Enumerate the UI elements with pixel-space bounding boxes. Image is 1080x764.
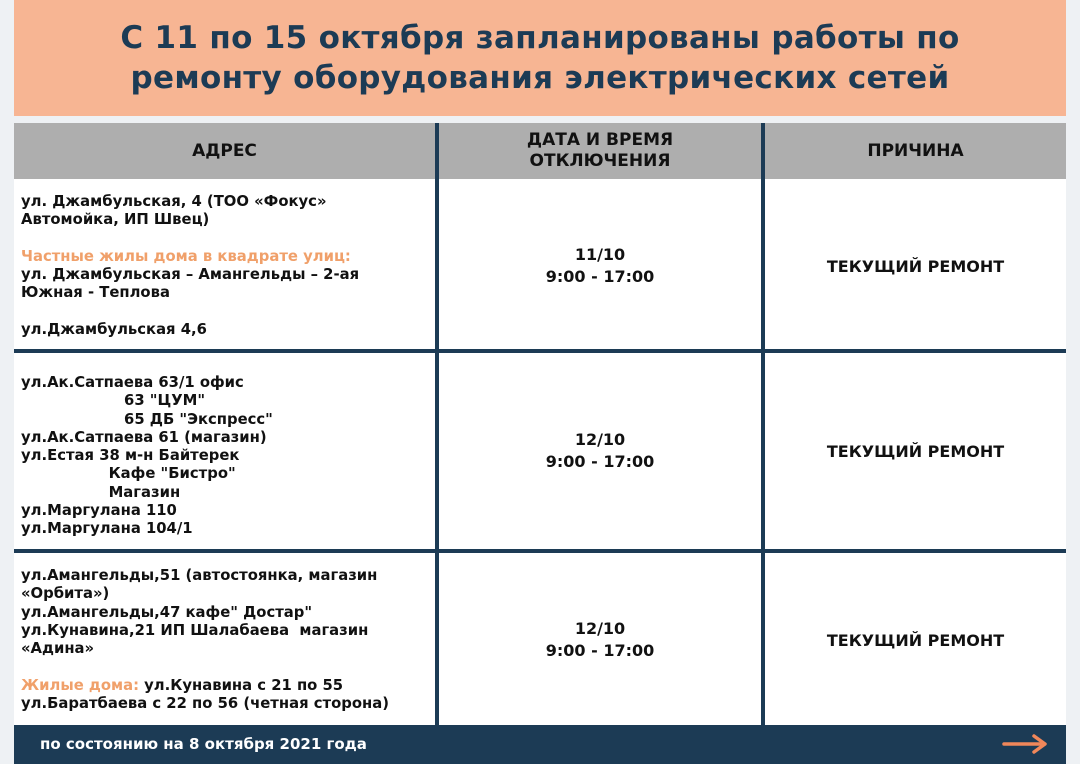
row-2-address-line: 63 "ЦУМ" bbox=[21, 392, 206, 410]
row-divider bbox=[14, 349, 1066, 353]
row-2-reason: ТЕКУЩИЙ РЕМОНТ bbox=[826, 441, 1005, 461]
row-2-address-line: 65 ДБ "Экспресс" bbox=[21, 410, 273, 428]
row-divider bbox=[14, 549, 1066, 553]
row-2-address-line: Кафе "Бистро" bbox=[21, 465, 236, 483]
title-line-1: С 11 по 15 октября запланированы работы по bbox=[120, 20, 960, 56]
column-divider bbox=[435, 123, 439, 725]
page-title bbox=[120, 18, 959, 98]
row-2-address-line: ул.Маргулана 104/1 bbox=[21, 520, 193, 538]
title-line-2: ремонту оборудования электрических сетей bbox=[130, 60, 950, 96]
row-3-highlight-rest: ул.Кунавина с 21 по 55 bbox=[139, 676, 344, 694]
row-3-address-line: ул.Кунавина,21 ИП Шалабаева магазин bbox=[21, 621, 369, 639]
row-2-address-line: ул.Ак.Сатпаева 63/1 офис bbox=[21, 374, 244, 391]
footer-status-date: по состоянию на 8 октября 2021 года bbox=[40, 735, 367, 753]
row-3-address-last-line: ул.Баратбаева с 22 по 56 (четная сторона) bbox=[21, 695, 389, 713]
row-2-datetime bbox=[439, 353, 761, 549]
row-1-highlight-label: Частные жилы дома в квадрате улиц: bbox=[21, 247, 351, 265]
row-3-reason: ТЕКУЩИЙ РЕМОНТ bbox=[826, 630, 1005, 650]
row-2-date: 12/10 bbox=[574, 430, 626, 449]
row-1-address-line: Автомойка, ИП Швец) bbox=[21, 211, 210, 229]
row-3-time: 9:00 - 17:00 bbox=[545, 641, 655, 660]
footer-bar bbox=[14, 725, 1066, 764]
header-datetime-line-1: ДАТА И ВРЕМЯ bbox=[526, 130, 674, 150]
row-2-address bbox=[21, 374, 273, 539]
row-1-address-line: ул.Джамбульская 4,6 bbox=[21, 321, 207, 339]
title-banner bbox=[14, 0, 1066, 116]
row-3-date: 12/10 bbox=[574, 619, 626, 638]
row-2-address-line: ул.Ак.Сатпаева 61 (магазин) bbox=[21, 428, 267, 446]
row-2-address-line: ул.Естая 38 м-н Байтерек bbox=[21, 447, 240, 465]
row-1-date: 11/10 bbox=[574, 245, 626, 264]
row-3-address-line: «Адина» bbox=[21, 640, 95, 658]
row-3-address bbox=[21, 567, 389, 713]
row-1-reason: ТЕКУЩИЙ РЕМОНТ bbox=[826, 256, 1005, 276]
row-1-address bbox=[21, 193, 359, 339]
header-datetime bbox=[439, 123, 761, 179]
row-2-address-line: Магазин bbox=[21, 483, 181, 501]
row-3-address-line: ул.Амангельды,47 кафе" Достар" bbox=[21, 603, 313, 621]
outage-table bbox=[14, 123, 1066, 725]
row-3-address-line: ул.Амангельды,51 (автостоянка, магазин bbox=[21, 567, 378, 584]
header-address: АДРЕС bbox=[192, 140, 257, 161]
row-1-address-line: ул. Джамбульская, 4 (ТОО «Фокус» bbox=[21, 193, 327, 210]
header-datetime-line-2: ОТКЛЮЧЕНИЯ bbox=[529, 151, 671, 171]
row-2-time: 9:00 - 17:00 bbox=[545, 452, 655, 471]
row-1-address-line: ул. Джамбульская – Амангельды – 2-ая bbox=[21, 266, 360, 284]
row-2-address-line: ул.Маргулана 110 bbox=[21, 502, 177, 520]
header-reason: ПРИЧИНА bbox=[867, 140, 964, 161]
row-3-highlight-label: Жилые дома: bbox=[21, 676, 139, 694]
row-1-datetime bbox=[439, 183, 761, 349]
row-3-address-line: «Орбита») bbox=[21, 585, 110, 603]
row-1-address-line: Южная - Теплова bbox=[21, 284, 170, 302]
row-3-datetime bbox=[439, 555, 761, 725]
column-divider bbox=[761, 123, 765, 725]
row-1-time: 9:00 - 17:00 bbox=[545, 267, 655, 286]
arrow-right-icon bbox=[1002, 733, 1050, 755]
